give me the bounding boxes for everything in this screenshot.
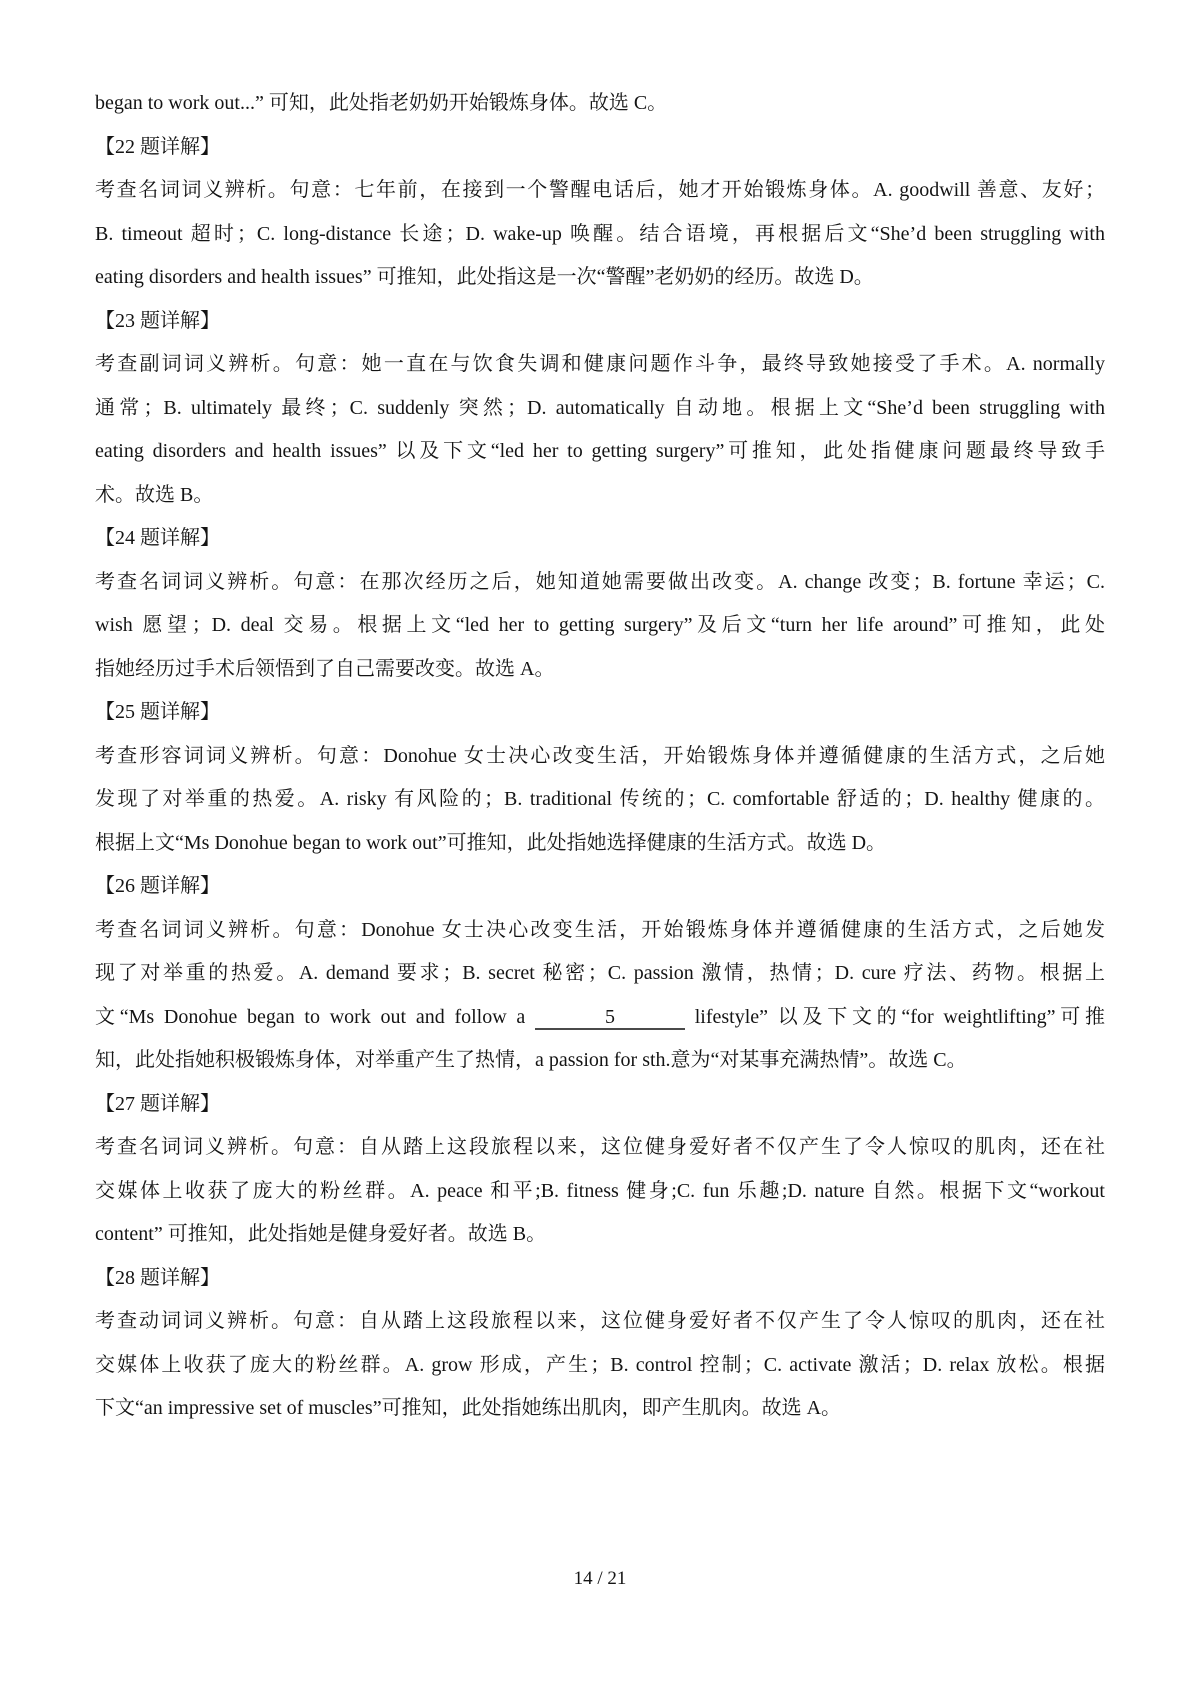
text-segment: 考查动词词义辨析。句意：自从踏上这段旅程以来，这位健身爱好者不仅产生了令人惊叹的肌肉，还在社 <box>95 1310 1105 1332</box>
text-segment: eating disorders and health issues” 可推知，此处指这是一次“警醒”老奶奶的经历。故选 D。 <box>95 266 874 288</box>
section-heading <box>95 517 1105 561</box>
text-segment: 下文“an impressive set of muscles”可推知，此处指她练出肌肉，即产生肌肉。故选 A。 <box>95 1397 842 1419</box>
text-segment: 考查名词词义辨析。句意：自从踏上这段旅程以来，这位健身爱好者不仅产生了令人惊叹的肌肉，还在社 <box>95 1136 1105 1158</box>
text-segment: eating disorders and health issues” 以及下文“led her to getting surgery”可推知，此处指健康问题最终导致手 <box>95 440 1105 462</box>
text-line <box>95 648 1105 692</box>
text-segment: 【25 题详解】 <box>95 701 220 723</box>
section-heading <box>95 865 1105 909</box>
text-segment: 【26 题详解】 <box>95 875 220 897</box>
text-segment: 根据上文“Ms Donohue began to work out”可推知，此处指她选择健康的生活方式。故选 D。 <box>95 831 887 854</box>
text-segment: wish 愿望；D. deal 交易。根据上文“led her to getting surgery”及后文“turn her life around”可推知，此处 <box>95 614 1105 636</box>
text-segment: 考查形容词词义辨析。句意：Donohue 女士决心改变生活，开始锻炼身体并遵循健康的生活方式，之后她 <box>95 744 1105 767</box>
text-segment: B. timeout 超时；C. long-distance 长途；D. wake-up 唤醒。结合语境，再根据后文“She’d been struggling with <box>95 222 1105 245</box>
section-heading <box>95 1257 1105 1301</box>
text-line <box>95 778 1105 822</box>
text-segment: 知，此处指她积极锻炼身体，对举重产生了热情，a passion for sth.意为“对某事充满热情”。故选 C。 <box>95 1049 967 1071</box>
text-line <box>95 82 1105 126</box>
text-segment: 交媒体上收获了庞大的粉丝群。A. grow 形成，产生；B. control 控制；C. activate 激活；D. relax 放松。根据 <box>95 1353 1105 1376</box>
text-line <box>95 1213 1105 1257</box>
text-line <box>95 735 1105 779</box>
text-segment: 术。故选 B。 <box>95 483 214 506</box>
section-heading <box>95 1083 1105 1127</box>
text-segment: 考查名词词义辨析。句意：七年前，在接到一个警醒电话后，她才开始锻炼身体。A. goodwill 善意、友好； <box>95 179 1105 201</box>
text-segment: 指她经历过手术后领悟到了自己需要改变。故选 A。 <box>95 657 555 680</box>
text-line <box>95 256 1105 300</box>
text-segment: lifestyle” 以及下文的“for weightlifting”可推 <box>685 1005 1105 1028</box>
text-line <box>95 1344 1105 1388</box>
text-line <box>95 169 1105 213</box>
text-line <box>95 604 1105 648</box>
text-segment: 通常；B. ultimately 最终；C. suddenly 突然；D. automatically 自动地。根据上文“She’d been struggling with <box>95 396 1105 419</box>
text-segment: 【22 题详解】 <box>95 135 220 158</box>
text-segment: 文“Ms Donohue began to work out and follow a <box>95 1005 535 1028</box>
text-line <box>95 1300 1105 1344</box>
text-segment: 考查名词词义辨析。句意：在那次经历之后，她知道她需要做出改变。A. change 改变；B. fortune 幸运；C. <box>95 570 1105 593</box>
text-segment: 【28 题详解】 <box>95 1266 220 1289</box>
text-line <box>95 1170 1105 1214</box>
text-segment: content” 可推知，此处指她是健身爱好者。故选 B。 <box>95 1223 547 1245</box>
text-line <box>95 474 1105 518</box>
text-line <box>95 909 1105 953</box>
text-segment: 发现了对举重的热爱。A. risky 有风险的；B. traditional 传统的；C. comfortable 舒适的；D. healthy 健康的。 <box>95 788 1105 810</box>
text-segment: 【23 题详解】 <box>95 309 220 332</box>
text-segment: 【24 题详解】 <box>95 527 220 549</box>
text-segment: 现了对举重的热爱。A. demand 要求；B. secret 秘密；C. passion 激情，热情；D. cure 疗法、药物。根据上 <box>95 962 1105 984</box>
text-segment: 交媒体上收获了庞大的粉丝群。A. peace 和平;B. fitness 健身;C. fun 乐趣;D. nature 自然。根据下文“workout <box>95 1179 1105 1202</box>
text-segment: 【27 题详解】 <box>95 1092 220 1115</box>
text-segment: began to work out...” 可知，此处指老奶奶开始锻炼身体。故选 C。 <box>95 92 668 114</box>
document-content <box>95 82 1105 1431</box>
text-line <box>95 1126 1105 1170</box>
text-line <box>95 343 1105 387</box>
text-line <box>95 387 1105 431</box>
text-line <box>95 1039 1105 1083</box>
page-number: 14 / 21 <box>573 1568 627 1589</box>
section-heading <box>95 300 1105 344</box>
text-line <box>95 996 1105 1040</box>
section-heading <box>95 691 1105 735</box>
text-segment: 考查名词词义辨析。句意：Donohue 女士决心改变生活，开始锻炼身体并遵循健康的生活方式，之后她发 <box>95 918 1105 941</box>
text-line <box>95 561 1105 605</box>
text-line <box>95 213 1105 257</box>
text-line <box>95 430 1105 474</box>
answer-blank: 5 <box>535 1006 685 1030</box>
section-heading <box>95 126 1105 170</box>
text-segment: 考查副词词义辨析。句意：她一直在与饮食失调和健康问题作斗争，最终导致她接受了手术。A. normally <box>95 353 1105 375</box>
text-line <box>95 952 1105 996</box>
text-line <box>95 1387 1105 1431</box>
text-line <box>95 822 1105 866</box>
